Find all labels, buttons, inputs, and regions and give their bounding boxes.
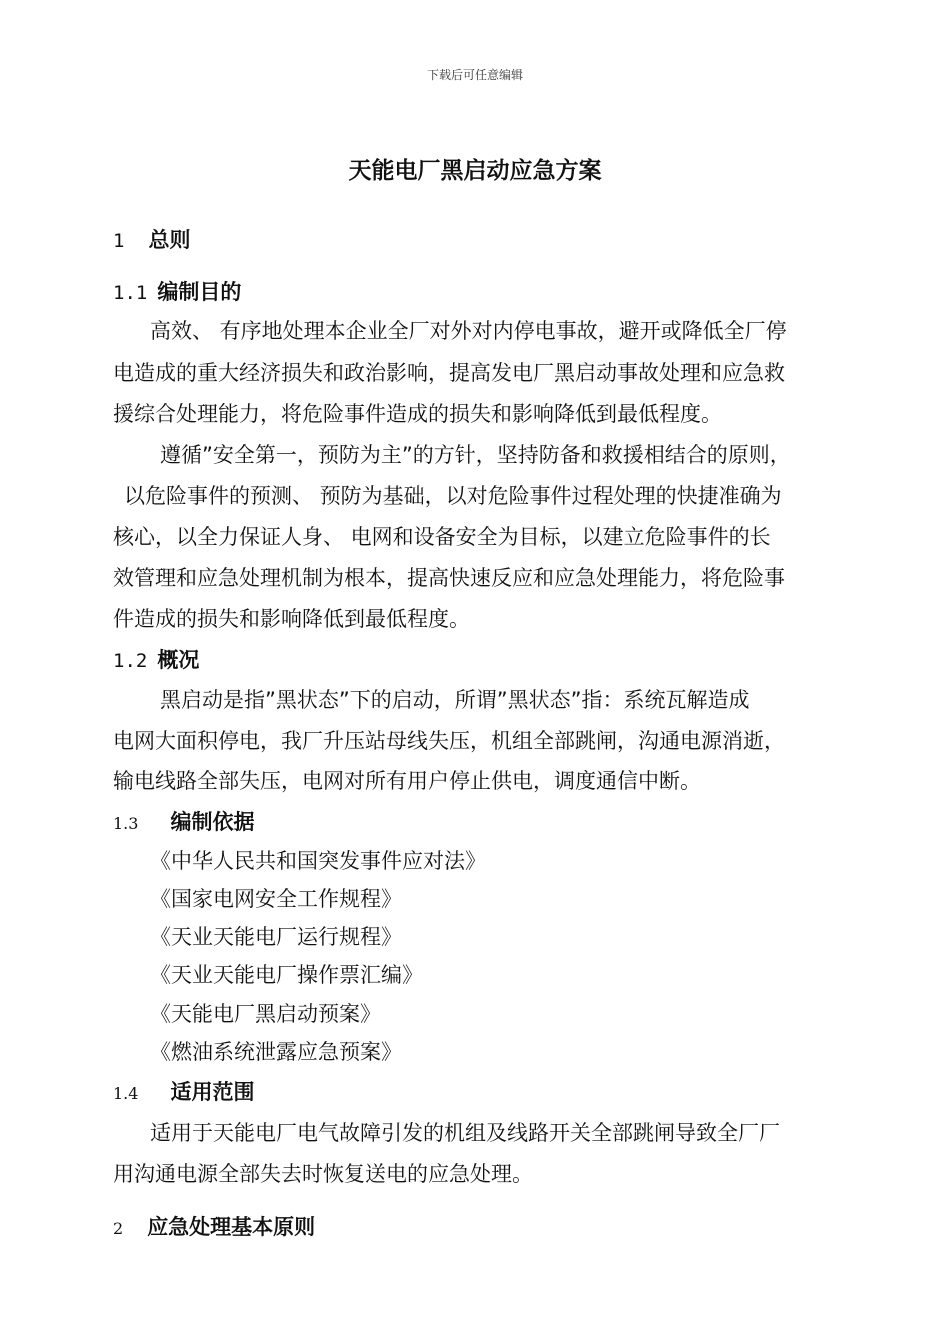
section-number: 1.4 xyxy=(113,1084,139,1103)
section-heading-1-2 xyxy=(113,645,199,675)
paragraph-line: 电网大面积停电，我厂升压站母线失压，机组全部跳闸，沟通电源消逝， xyxy=(113,729,785,753)
section-number: 1 xyxy=(113,230,125,252)
section-title: 编制依据 xyxy=(170,810,255,834)
section-heading-1-3 xyxy=(113,807,254,837)
paragraph-line: 援综合处理能力，将危险事件造成的损失和影响降低到最低程度。 xyxy=(113,402,722,426)
list-item: 《天能电厂黑启动预案》 xyxy=(150,1002,381,1026)
section-title: 应急处理基本原则 xyxy=(147,1215,316,1239)
paragraph-line: 适用于天能电厂电气故障引发的机组及线路开关全部跳闸导致全厂厂 xyxy=(150,1121,780,1145)
section-number: 2 xyxy=(113,1219,124,1238)
section-title: 概况 xyxy=(157,648,200,672)
section-title: 编制目的 xyxy=(157,280,242,304)
section-title: 总则 xyxy=(148,228,191,252)
list-item: 《天业天能电厂操作票汇编》 xyxy=(150,963,423,987)
document-title: 天能电厂黑启动应急方案 xyxy=(348,158,602,184)
paragraph-line: 效管理和应急处理机制为根本，提高快速反应和应急处理能力，将危险事 xyxy=(113,566,785,590)
paragraph-line: 核心，以全力保证人身、 电网和设备安全为目标，以建立危险事件的长 xyxy=(113,525,771,549)
paragraph-line: 电造成的重大经济损失和政治影响，提高发电厂黑启动事故处理和应急救 xyxy=(113,361,785,385)
section-heading-1-4 xyxy=(113,1077,254,1107)
section-number: 1.2 xyxy=(113,650,148,672)
section-number: 1.1 xyxy=(113,282,148,304)
paragraph-line: 件造成的损失和影响降低到最低程度。 xyxy=(113,607,470,631)
paragraph-line: 遵循”安全第一，预防为主”的方针，坚持防备和救援相结合的原则， xyxy=(160,443,791,467)
paragraph-line: 用沟通电源全部失去时恢复送电的应急处理。 xyxy=(113,1162,533,1186)
list-item: 《国家电网安全工作规程》 xyxy=(150,887,402,911)
section-heading-1 xyxy=(113,225,190,255)
header-note: 下载后可任意编辑 xyxy=(426,68,523,82)
paragraph-line: 以危险事件的预测、 预防为基础，以对危险事件过程处理的快捷准确为 xyxy=(124,484,782,508)
section-heading-1-1 xyxy=(113,277,241,307)
paragraph-line: 高效、 有序地处理本企业全厂对外对内停电事故，避开或降低全厂停 xyxy=(150,319,787,343)
section-title: 适用范围 xyxy=(170,1080,255,1104)
section-heading-2 xyxy=(113,1212,315,1242)
list-item: 《天业天能电厂运行规程》 xyxy=(150,925,402,949)
list-item: 《中华人民共和国突发事件应对法》 xyxy=(150,849,486,873)
list-item: 《燃油系统泄露应急预案》 xyxy=(150,1040,402,1064)
paragraph-line: 输电线路全部失压，电网对所有用户停止供电，调度通信中断。 xyxy=(113,769,701,793)
paragraph-line: 黑启动是指”黑状态”下的启动，所谓”黑状态”指：系统瓦解造成 xyxy=(160,688,750,712)
section-number: 1.3 xyxy=(113,814,139,833)
